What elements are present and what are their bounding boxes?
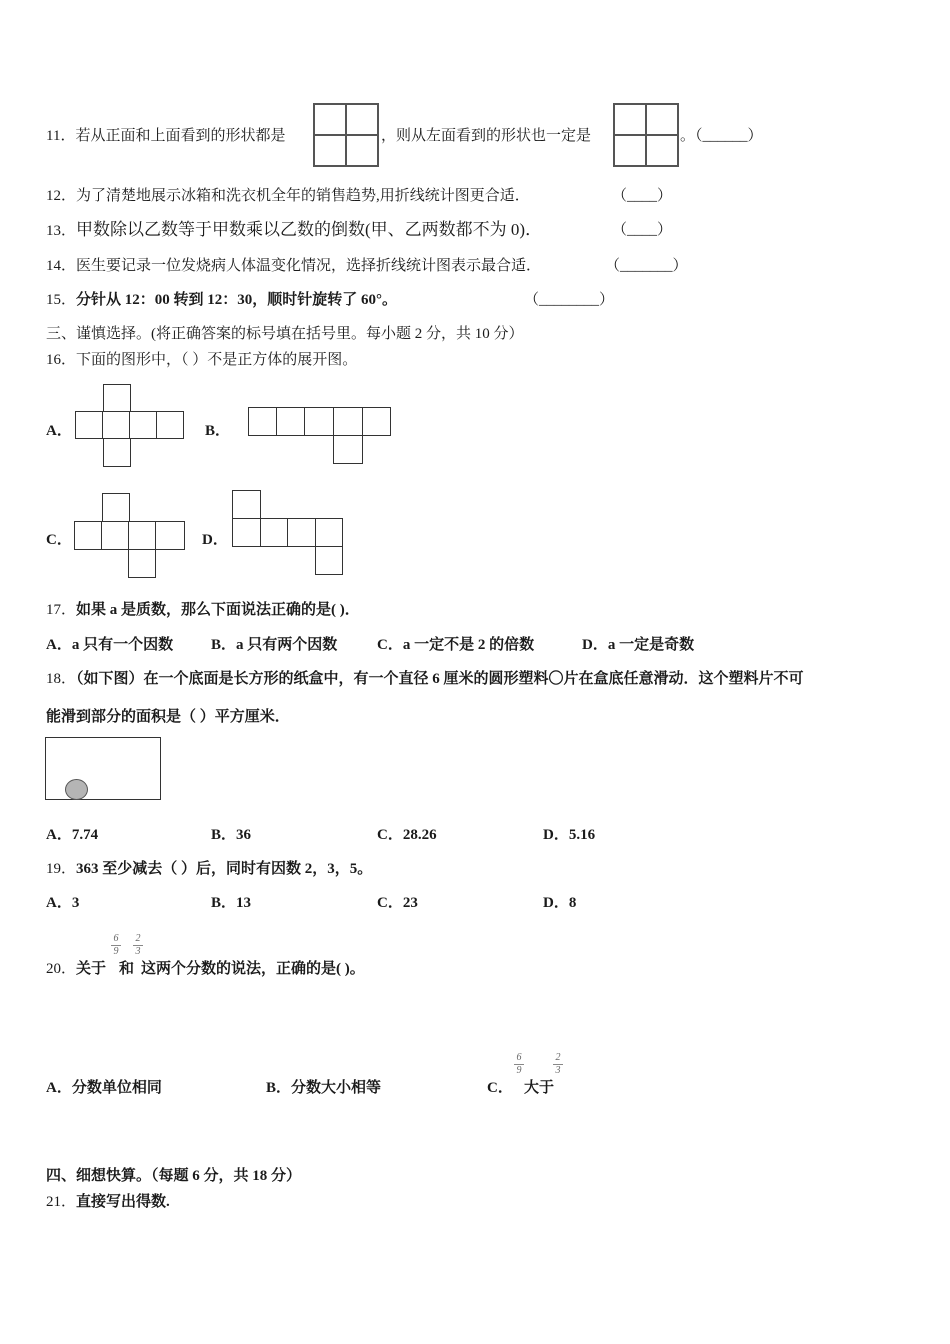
section-heading: 三、谨慎选择。(将正确答案的标号填在括号里。每小题 2 分，共 10 分） bbox=[46, 326, 524, 342]
answer-blank[interactable]: （____） bbox=[612, 222, 673, 238]
question-21 bbox=[46, 1192, 170, 1212]
option-label-c[interactable]: C． bbox=[46, 532, 72, 548]
option-d[interactable]: D．8 bbox=[543, 895, 577, 911]
disc-figure bbox=[65, 779, 88, 800]
question-text: 直接写出得数. bbox=[76, 1194, 170, 1210]
option-label-d[interactable]: D． bbox=[202, 532, 228, 548]
option-a[interactable]: A．7.74 bbox=[46, 827, 99, 843]
option-c[interactable]: C． bbox=[487, 1080, 513, 1096]
option-d[interactable]: D．5.16 bbox=[543, 827, 596, 843]
question-number: 13． bbox=[46, 223, 77, 239]
question-number: 21． bbox=[46, 1194, 77, 1210]
question-number: 15． bbox=[46, 292, 77, 308]
question-text: （如下图）在一个底面是长方形的纸盒中，有一个直径 6 厘米的圆形塑料〇片在盒底任意滑动．这个塑料片不可 bbox=[76, 671, 804, 687]
option-d[interactable]: D．a 一定是奇数 bbox=[582, 637, 695, 653]
question-number: 16． bbox=[46, 352, 77, 368]
section-heading: 四、细想快算。（每题 6 分，共 18 分） bbox=[46, 1168, 302, 1184]
question-19 bbox=[46, 859, 372, 879]
question-text: 和 bbox=[119, 961, 135, 977]
question-number: 17． bbox=[46, 602, 77, 618]
fraction-6-9: 6 9 bbox=[514, 1053, 524, 1076]
cube-net-a[interactable] bbox=[75, 384, 187, 468]
question-number: 18． bbox=[46, 671, 77, 687]
question-15 bbox=[46, 290, 397, 310]
question-12 bbox=[46, 186, 530, 206]
option-c[interactable]: C．a 一定不是 2 的倍数 bbox=[377, 637, 535, 653]
option-b[interactable]: B．36 bbox=[211, 827, 252, 843]
view-grid-figure bbox=[313, 103, 379, 167]
question-11-continued bbox=[381, 126, 591, 146]
option-a[interactable]: A．3 bbox=[46, 895, 80, 911]
fraction-2-3: 2 3 bbox=[553, 1053, 563, 1076]
cube-net-d[interactable] bbox=[232, 490, 344, 576]
question-text: 甲数除以乙数等于甲数乘以乙数的倒数(甲、乙两数都不为 0)． bbox=[76, 220, 543, 239]
fraction-6-9: 6 9 bbox=[111, 934, 121, 957]
question-number: 20． bbox=[46, 961, 77, 977]
answer-blank[interactable]: （_______） bbox=[605, 258, 688, 274]
question-text: 这两个分数的说法，正确的是( )。 bbox=[141, 961, 365, 977]
question-text: 关于 bbox=[76, 961, 107, 977]
cube-net-b[interactable] bbox=[248, 407, 393, 465]
question-18 bbox=[46, 669, 804, 689]
cube-net-c[interactable] bbox=[74, 493, 186, 579]
question-18-line2: 能滑到部分的面积是（ ）平方厘米． bbox=[46, 709, 290, 725]
question-text: 医生要记录一位发烧病人体温变化情况，选择折线统计图表示最合适． bbox=[76, 258, 542, 274]
option-b[interactable]: B．13 bbox=[211, 895, 252, 911]
question-13 bbox=[46, 220, 542, 241]
option-c[interactable]: C．23 bbox=[377, 895, 418, 911]
answer-blank[interactable]: （________） bbox=[524, 292, 615, 308]
option-b[interactable]: B．分数大小相等 bbox=[266, 1080, 382, 1096]
question-text: 363 至少减去（ ）后，同时有因数 2，3，5。 bbox=[76, 861, 373, 877]
option-c[interactable]: C．28.26 bbox=[377, 827, 437, 843]
question-text: 如果 a 是质数，那么下面说法正确的是( )． bbox=[76, 602, 360, 618]
question-text: 分针从 12：00 转到 12：30，顺时针旋转了 60°。 bbox=[76, 292, 398, 308]
question-text: ，则从左面看到的形状也一定是 bbox=[381, 128, 592, 144]
question-number: 19． bbox=[46, 861, 77, 877]
view-grid-figure bbox=[613, 103, 679, 167]
answer-blank[interactable]: 。（______） bbox=[680, 128, 763, 144]
question-number: 14． bbox=[46, 258, 77, 274]
question-20 bbox=[46, 959, 106, 979]
fraction-2-3: 2 3 bbox=[133, 934, 143, 957]
paper-box-figure bbox=[45, 737, 161, 800]
question-14 bbox=[46, 256, 541, 276]
option-b[interactable]: B．a 只有两个因数 bbox=[211, 637, 338, 653]
question-number: 11． bbox=[46, 128, 76, 144]
option-c-text: 大于 bbox=[524, 1080, 555, 1096]
question-text: 下面的图形中，（ ）不是正方体的展开图。 bbox=[76, 352, 358, 368]
option-label-b[interactable]: B． bbox=[205, 423, 231, 439]
question-17 bbox=[46, 600, 360, 620]
option-label-a[interactable]: A． bbox=[46, 423, 72, 439]
question-16 bbox=[46, 350, 357, 370]
answer-blank[interactable]: （____） bbox=[612, 188, 673, 204]
option-a[interactable]: A．分数单位相同 bbox=[46, 1080, 162, 1096]
question-11 bbox=[46, 126, 285, 146]
question-text: 为了清楚地展示冰箱和洗衣机全年的销售趋势,用折线统计图更合适． bbox=[76, 188, 530, 204]
question-number: 12． bbox=[46, 188, 77, 204]
option-a[interactable]: A．a 只有一个因数 bbox=[46, 637, 174, 653]
question-text: 若从正面和上面看到的形状都是 bbox=[75, 128, 286, 144]
